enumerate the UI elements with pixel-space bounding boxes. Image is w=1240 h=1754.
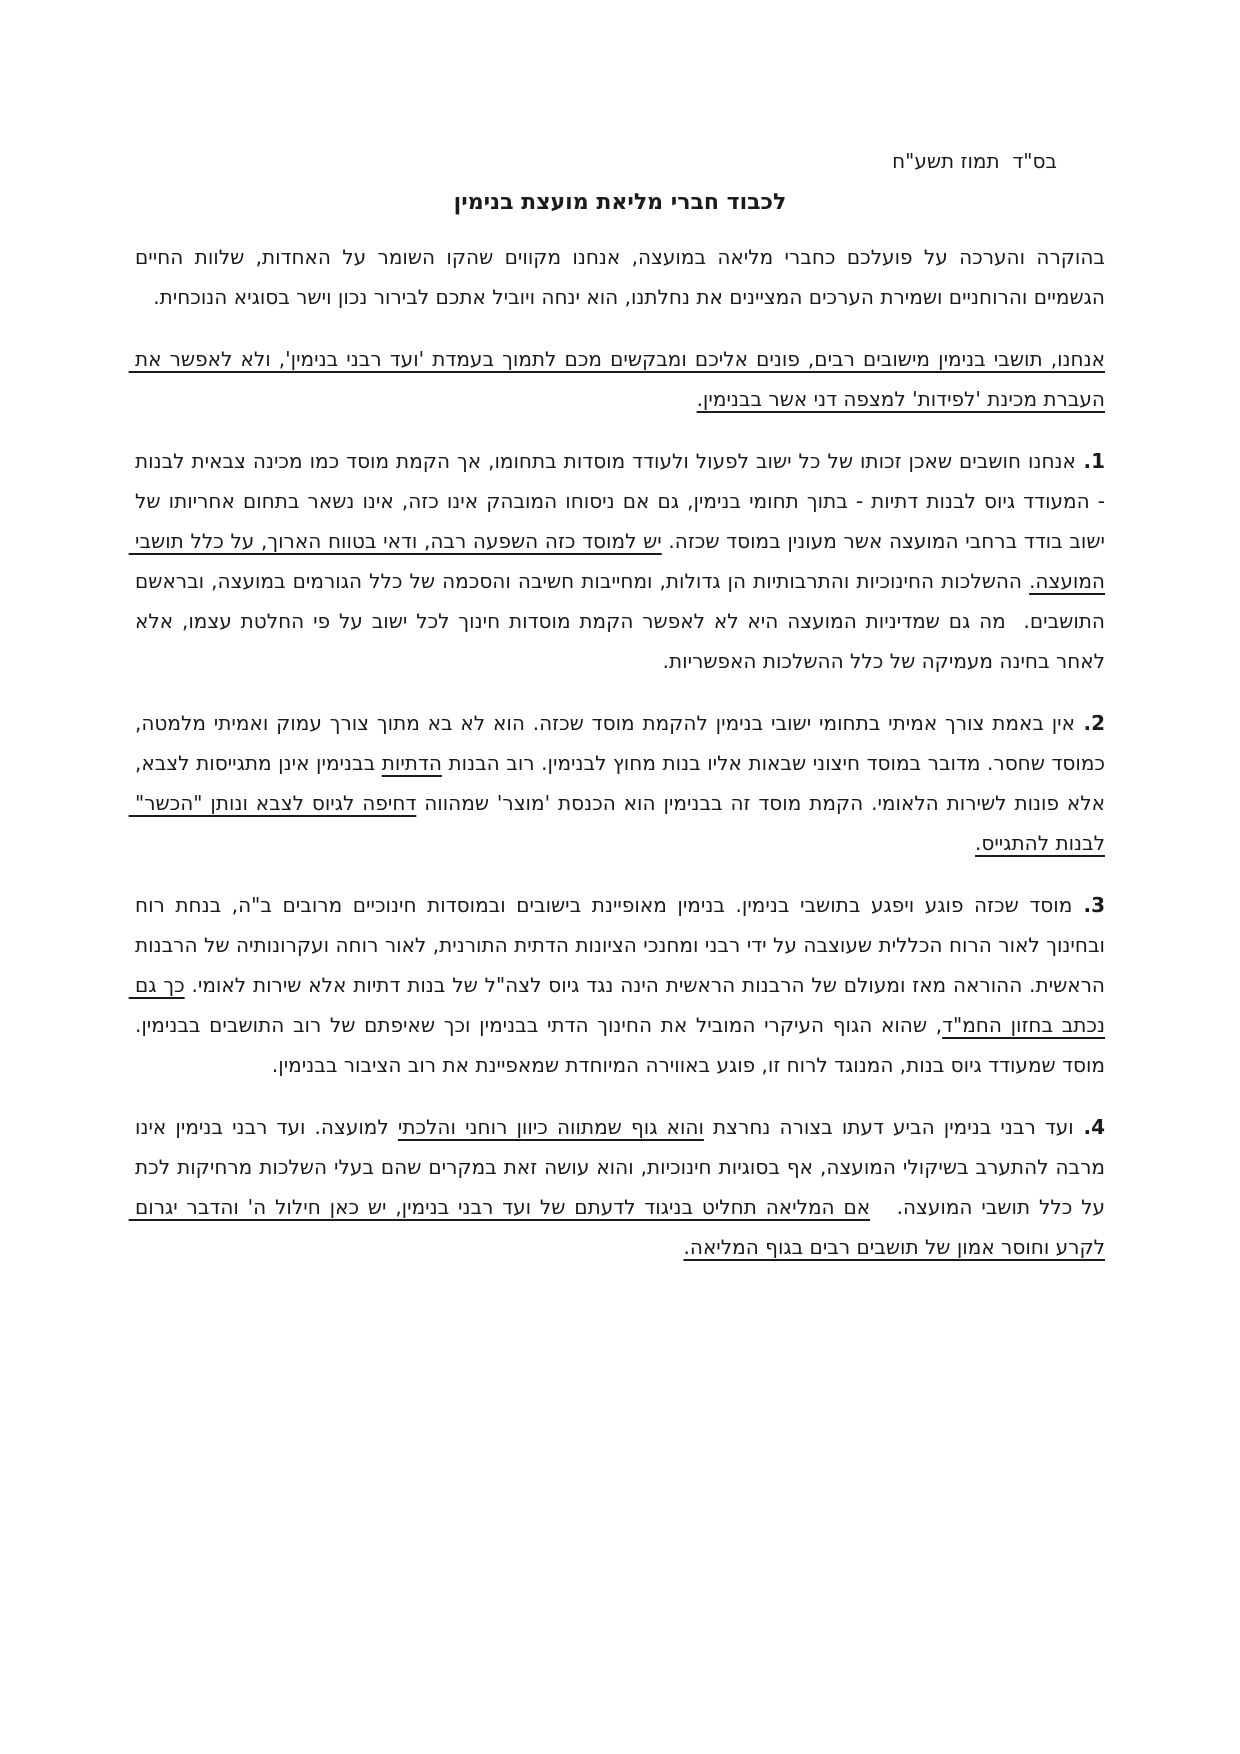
text-run: , שהוא הגוף העיקרי המוביל את החינוך הדתי בבנימין וכך שאיפתם של רוב התושבים בבנימין. מוסד שמעודד גיוס בנות, המנוגד לרוח זו, פוגע באווירה המיוחדת שמאפיינת את רוב הציבור בבנימין. — [128, 1013, 1105, 1077]
point-2 — [128, 703, 1106, 863]
text-run: בהוקרה והערכה על פועלכם כחברי מליאה במועצה, אנחנו מקווים שהקו השומר על האחדות, שלוות החיים הגשמיים והרוחניים ושמירת הערכים המציינים את נחלתנו, הוא ינחה ויוביל אתכם לבירור נכון וישר בסוגיא הנוכחית. — [128, 245, 1105, 309]
underlined-text-run: יש למוסד כזה השפעה רבה, ודאי בטווח הארוך, על כלל תושבי המועצה. — [128, 529, 1105, 593]
text-run: 4. — [1073, 1115, 1106, 1139]
underlined-text-run: אם המליאה תחליט בניגוד לדעתם של ועד רבני בנימין, יש כאן חילול ה' והדבר יגרום לקרע וחוסר אמון של תושבים רבים בגוף המליאה. — [128, 1195, 1105, 1259]
page-title: לכבוד חברי מליאת מועצת בנימין — [453, 190, 787, 215]
text-run: ההשלכות החינוכיות והתרבותיות הן גדולות, ומחייבות חשיבה והסכמה של כלל הגורמים במועצה, ובראשם התושבים. מה גם שמדיניות המועצה היא לא לאפשר הקמת מוסדות חינוך לכל ישוב על פי החלטת עצמו, אלא לאחר בחינה מעמיקה של כלל ההשלכות האפשריות. — [128, 569, 1105, 673]
text-run: אין באמת צורך אמיתי בתחומי ישובי בנימין להקמת מוסד שכזה. הוא לא בא מתוך צורך עמוק ואמיתי מלמטה, כמוסד שחסר. מדובר במוסד חיצוני שבאות אליו בנות מחוץ לבנימין. רוב הבנות — [128, 711, 1105, 775]
point-1 — [128, 441, 1106, 681]
text-run: 2. — [1075, 711, 1106, 735]
text-run: מוסד שכזה פוגע ויפגע בתושבי בנימין. בנימין מאופיינת בישובים ובמוסדות חינוכיים מרובים ב"ה, בנחת רוח ובחינוך לאור הרוח הכללית שעוצבה על ידי רבני ומחנכי הציונות הדתית התורנית, לאור רוחה ועקרונותיה של הרבנות הראשית. ההוראה מאז ומעולם של הרבנות הראשית הינה נגד גיוס לצה"ל של בנות דתיות אלא שירות לאומי. — [128, 893, 1105, 997]
point-3 — [128, 885, 1106, 1085]
text-run: בבנימין אינן מתגייסות לצבא, אלא פונות לשירות הלאומי. הקמת מוסד זה בבנימין הוא הכנסת 'מוצר' שמהווה — [128, 751, 1105, 815]
underlined-text-run: הדתיות — [381, 751, 442, 775]
appeal-paragraph — [128, 339, 1105, 419]
underlined-text-run: דחיפה לגיוס לצבא ונותן "הכשר" לבנות להתגייס. — [128, 791, 1105, 855]
document-body — [128, 237, 1106, 1267]
underlined-text-run: והוא גוף שמתווה כיוון רוחני והלכתי — [397, 1115, 704, 1139]
point-4 — [128, 1107, 1106, 1267]
text-run: אנחנו חושבים שאכן זכותו של כל ישוב לפעול ולעודד מוסדות בתחומו, אך הקמת מוסד כמו מכינה צבאית לבנות - המעודד גיוס לבנות דתיות - בתוך תחומי בנימין, גם אם ניסוחו המובהק אינו כזה, אינו נשאר בתחום אחריותו של ישוב בודד ברחבי המועצה אשר מעונין במוסד שכזה. — [128, 449, 1105, 553]
text-run: ועד רבני בנימין הביע דעתו בצורה נחרצת — [703, 1115, 1074, 1139]
text-run: 3. — [1072, 893, 1105, 917]
text-run: 1. — [1075, 449, 1106, 473]
underlined-text-run: כך גם נכתב בחזון החמ"ד — [128, 973, 1106, 1037]
intro-paragraph — [128, 237, 1105, 317]
text-run: למועצה. ועד רבני בנימין אינו מרבה להתערב בשיקולי המועצה, אף בסוגיות חינוכיות, והוא עושה זאת במקרים שהם בעלי השלכות מרחיקות לכת על כלל תושבי המועצה. — [128, 1115, 1105, 1219]
underlined-text-run: אנחנו, תושבי בנימין מישובים רבים, פונים אליכם ומבקשים מכם לתמוך בעמדת 'ועד רבני בנימין', ולא לאפשר את העברת מכינת 'לפידות' למצפה דני אשר בבנימין. — [128, 347, 1105, 411]
bsd-date-line: בס"ד תמוז תשע"ח — [892, 149, 1057, 173]
